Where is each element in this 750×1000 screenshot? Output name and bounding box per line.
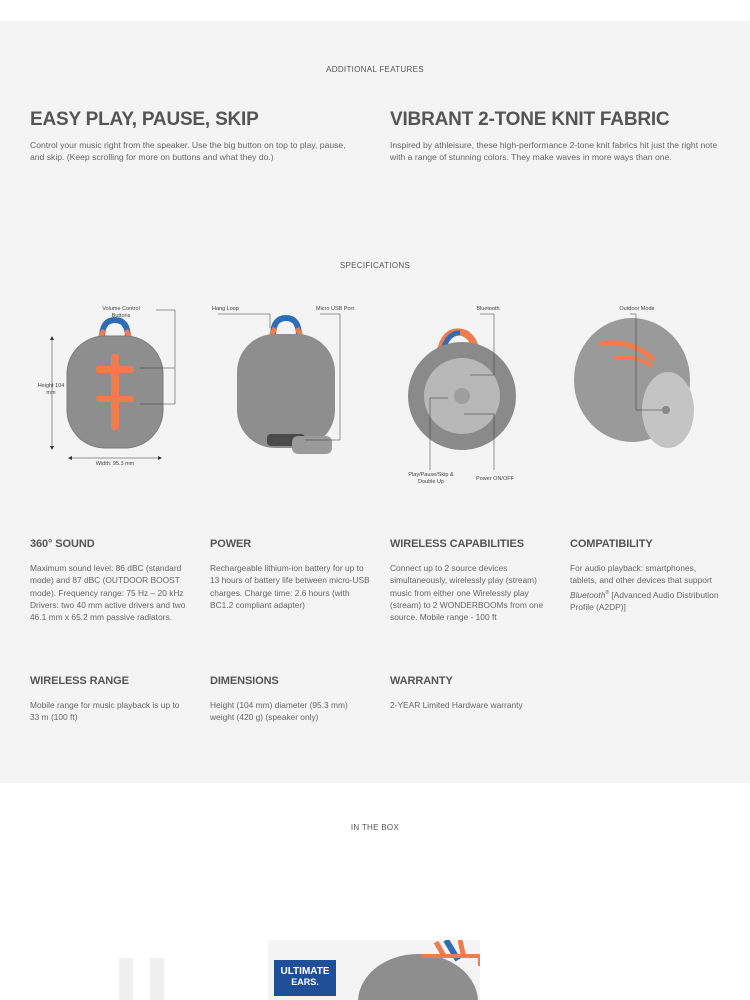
boxed-speaker-image [348, 940, 480, 1000]
feature-text: Inspired by athleisure, these high-performance 2-tone knit fabrics hit just the right note with a range of stunning colors. They make waves in more ways than one. [390, 140, 718, 163]
callout-hang-loop: Hang Loop [212, 306, 239, 312]
spec-text: Mobile range for music playback is up to 33 m (100 ft) [30, 700, 180, 723]
callout-bluetooth: Bluetooth [476, 306, 500, 312]
cable-image-right [150, 958, 164, 1000]
spec-wireless-capabilities [390, 538, 550, 623]
speaker-side-diagram [570, 300, 730, 475]
spec-warranty [390, 675, 550, 711]
speaker-bottom-image [390, 300, 550, 490]
spec-text: For audio playback: smartphones, tablets, and other devices that support Bluetooth® [Advanced Audio Distribution Profile (A2DP)] [570, 563, 719, 612]
spec-title: POWER [210, 538, 252, 550]
callout-power: Power ON/OFF [476, 476, 514, 482]
callout-outdoor: Outdoor Mode [619, 306, 655, 312]
spec-text: Rechargeable lithium-ion battery for up to 13 hours of battery life between micro-USB charges. Charge time: 2.6 hours (with BC1.2 compliant adapter) [210, 563, 370, 610]
callout-height: Height 104 mm [37, 383, 65, 396]
feature-text: Control your music right from the speaker. Use the big button on top to play, pause, and skip. (Keep scrolling for more on buttons and what they do.) [30, 140, 346, 163]
cable-image-left [119, 958, 133, 1000]
spec-title: DIMENSIONS [210, 675, 279, 687]
spec-title: WARRANTY [390, 675, 453, 687]
callout-volume: Volume Control Buttons [102, 306, 140, 319]
speaker-bottom-diagram [390, 300, 550, 490]
ultimate-ears-logo: ULTIMATE EARS. [274, 960, 336, 996]
speaker-front-diagram [30, 300, 190, 475]
callout-width: Width: 95.3 mm [95, 461, 135, 467]
spec-360-sound [30, 538, 190, 623]
feature-knit-fabric [390, 109, 720, 164]
spec-compatibility [570, 538, 720, 613]
feature-title: VIBRANT 2-TONE KNIT FABRIC [390, 109, 670, 130]
speaker-back-diagram [210, 300, 370, 475]
specifications-label: SPECIFICATIONS [339, 261, 411, 270]
speaker-back-image [210, 300, 370, 475]
spec-title: 360° SOUND [30, 538, 95, 550]
additional-features-label: ADDITIONAL FEATURES [326, 65, 424, 74]
speaker-side-image [570, 300, 730, 475]
spec-text: Maximum sound level: 86 dBC (standard mode) and 87 dBC (OUTDOOR BOOST mode). Frequency range: 75 Hz – 20 kHz Drivers: two 40 mm active drivers and two 46.1 mm x 65.2 mm passive radiators. [30, 563, 186, 623]
spec-text: 2-YEAR Limited Hardware warranty [390, 700, 523, 710]
feature-easy-play [30, 109, 360, 164]
feature-title: EASY PLAY, PAUSE, SKIP [30, 109, 259, 130]
packaging-image [268, 940, 480, 1000]
in-the-box-section [0, 783, 750, 1000]
spec-power [210, 538, 370, 611]
spec-title: COMPATIBILITY [570, 538, 653, 550]
spec-title: WIRELESS CAPABILITIES [390, 538, 524, 550]
spec-dimensions [210, 675, 370, 724]
callout-play-pause: Play/Pause/Skip & Double Up [408, 472, 454, 485]
spec-title: WIRELESS RANGE [30, 675, 129, 687]
callout-micro-usb: Micro USB Port [316, 306, 354, 312]
in-the-box-label: IN THE BOX [350, 823, 400, 832]
spec-text: Height (104 mm) diameter (95.3 mm) weight (420 g) (speaker only) [210, 700, 348, 723]
spec-text: Connect up to 2 source devices simultaneously, wirelessly play (stream) music from either one Wirelessly play (stream) to 2 WONDERBOOMs from one source. Mobile range - 100 ft [390, 563, 544, 623]
spec-wireless-range [30, 675, 190, 724]
